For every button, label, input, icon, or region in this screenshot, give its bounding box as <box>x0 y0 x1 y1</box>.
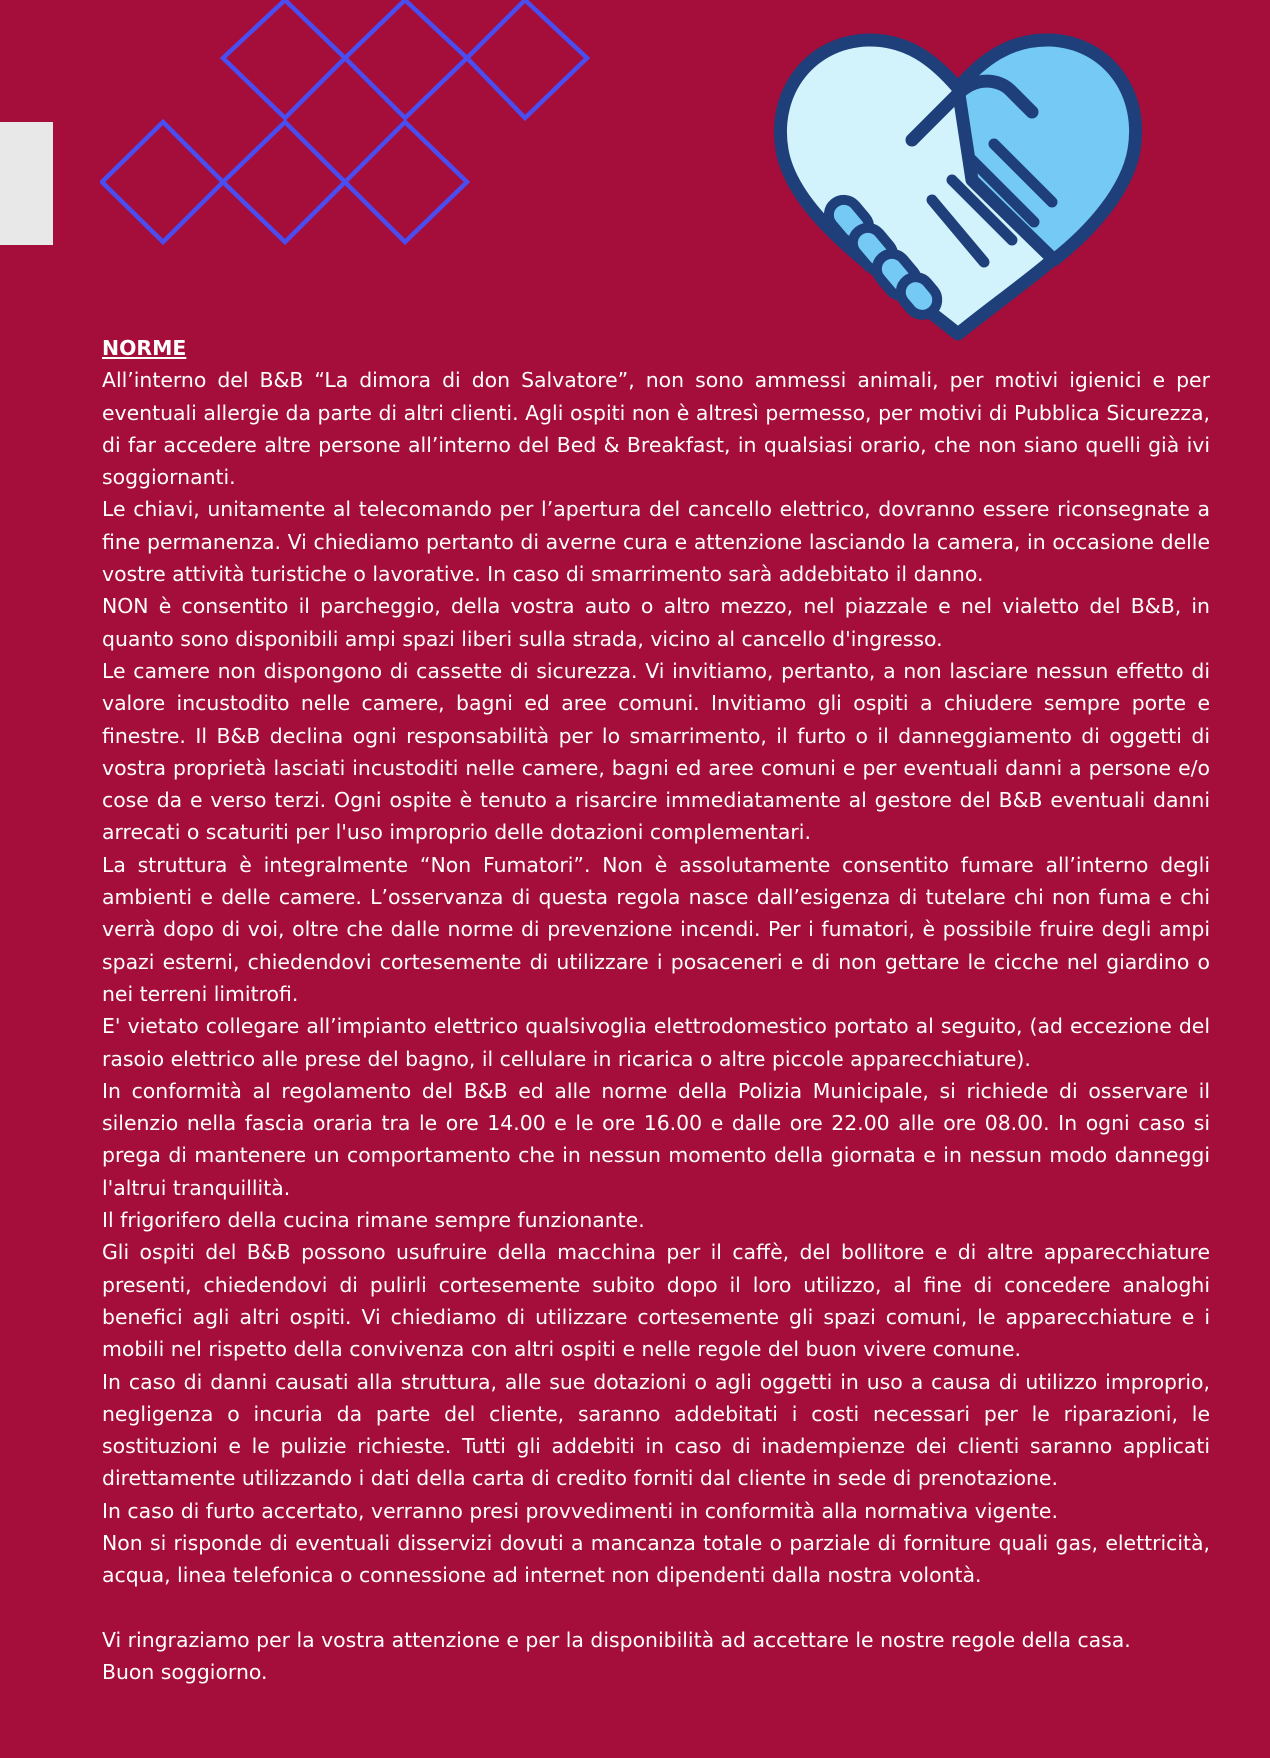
rule-paragraph: Le chiavi, unitamente al telecomando per l’apertura del cancello elettrico, dovranno essere riconsegnate a fine permanenza. Vi chiediamo pertanto di averne cura e attenzione lasciando la camera, in occasione delle vostre attività turistiche o lavorative. In caso di smarrimento sarà addebitato il danno. <box>102 497 1210 587</box>
handshake-heart-icon <box>772 30 1144 342</box>
closing-greeting: Buon soggiorno. <box>102 1659 268 1684</box>
rule-paragraph: In caso di danni causati alla struttura, alle sue dotazioni o agli oggetti in uso a causa di utilizzo improprio, negligenza o incuria da parte del cliente, saranno addebitati i costi necessari per le riparazioni, le sostituzioni e le pulizie richieste. Tutti gli addebiti in caso di inadempienze dei clienti saranno applicati direttamente utilizzando i dati della carta di credito forniti dal cliente in sede di prenotazione. <box>102 1369 1210 1491</box>
rule-paragraph: Gli ospiti del B&B possono usufruire della macchina per il caffè, del bollitore e di altre apparecchiature presenti, chiedendovi di pulirli cortesemente subito dopo il loro utilizzo, al fine di concedere analoghi benefici agli altri ospiti. Vi chiediamo di utilizzare cortesemente gli spazi comuni, le apparecchiature e i mobili nel rispetto della convivenza con altri ospiti e nelle regole del buon vivere comune. <box>102 1240 1210 1362</box>
paragraph-spacer <box>102 1592 1210 1624</box>
rule-paragraph: All’interno del B&B “La dimora di don Salvatore”, non sono ammessi animali, per motivi igienici e per eventuali allergie da parte di altri clienti. Agli ospiti non è altresì permesso, per motivi di Pubblica Sicurezza, di far accedere altre persone all’interno del Bed & Breakfast, in qualsiasi orario, che non siano quelli già ivi soggiornanti. <box>102 368 1210 490</box>
diamond-pattern-decoration <box>100 0 600 250</box>
closing-thanks: Vi ringraziamo per la vostra attenzione e per la disponibilità ad accettare le nostre regole della casa. <box>102 1627 1131 1652</box>
rule-paragraph: In conformità al regolamento del B&B ed alle norme della Polizia Municipale, si richiede di osservare il silenzio nella fascia oraria tra le ore 14.00 e le ore 16.00 e dalle ore 22.00 alle ore 08.00. In ogni caso si prega di mantenere un comportamento che in nessun momento della giornata e in nessun modo danneggi l'altrui tranquillità. <box>102 1078 1210 1200</box>
rule-paragraph: La struttura è integralmente “Non Fumatori”. Non è assolutamente consentito fumare all’interno degli ambienti e delle camere. L’osservanza di questa regola nasce dall’esigenza di tutelare chi non fuma e chi verrà dopo di voi, oltre che dalle norme di prevenzione incendi. Per i fumatori, è possibile fruire degli ampi spazi esterni, chiedendovi cortesemente di utilizzare i posaceneri e di non gettare le cicche nel giardino o nei terreni limitrofi. <box>102 852 1210 1006</box>
rule-paragraph: E' vietato collegare all’impianto elettrico qualsivoglia elettrodomestico portato al seguito, (ad eccezione del rasoio elettrico alle prese del bagno, il cellulare in ricarica o altre piccole apparecchiature). <box>102 1014 1210 1071</box>
rules-document <box>102 332 1210 1688</box>
rule-paragraph: Il frigorifero della cucina rimane sempre funzionante. <box>102 1208 645 1233</box>
rule-paragraph: In caso di furto accertato, verranno presi provvedimenti in conformità alla normativa vigente. <box>102 1498 1058 1523</box>
rule-paragraph: Le camere non dispongono di cassette di sicurezza. Vi invitiamo, pertanto, a non lasciare nessun effetto di valore incustodito nelle camere, bagni ed aree comuni. Invitiamo gli ospiti a chiudere sempre porte e finestre. Il B&B declina ogni responsabilità per lo smarrimento, il furto o il danneggiamento di oggetti di vostra proprietà lasciati incustoditi nelle camere, bagni ed aree comuni e per eventuali danni a persone e/o cose da e verso terzi. Ogni ospite è tenuto a risarcire immediatamente al gestore del B&B eventuali danni arrecati o scaturiti per l'uso improprio delle dotazioni complementari. <box>102 658 1210 845</box>
document-title: NORME <box>102 336 187 360</box>
side-tab-decoration <box>0 122 53 245</box>
rule-paragraph: Non si risponde di eventuali disservizi dovuti a mancanza totale o parziale di forniture quali gas, elettricità, acqua, linea telefonica o connessione ad internet non dipendenti dalla nostra volontà. <box>102 1530 1210 1588</box>
rule-paragraph: NON è consentito il parcheggio, della vostra auto o altro mezzo, nel piazzale e nel vialetto del B&B, in quanto sono disponibili ampi spazi liberi sulla strada, vicino al cancello d'ingresso. <box>102 594 1210 651</box>
